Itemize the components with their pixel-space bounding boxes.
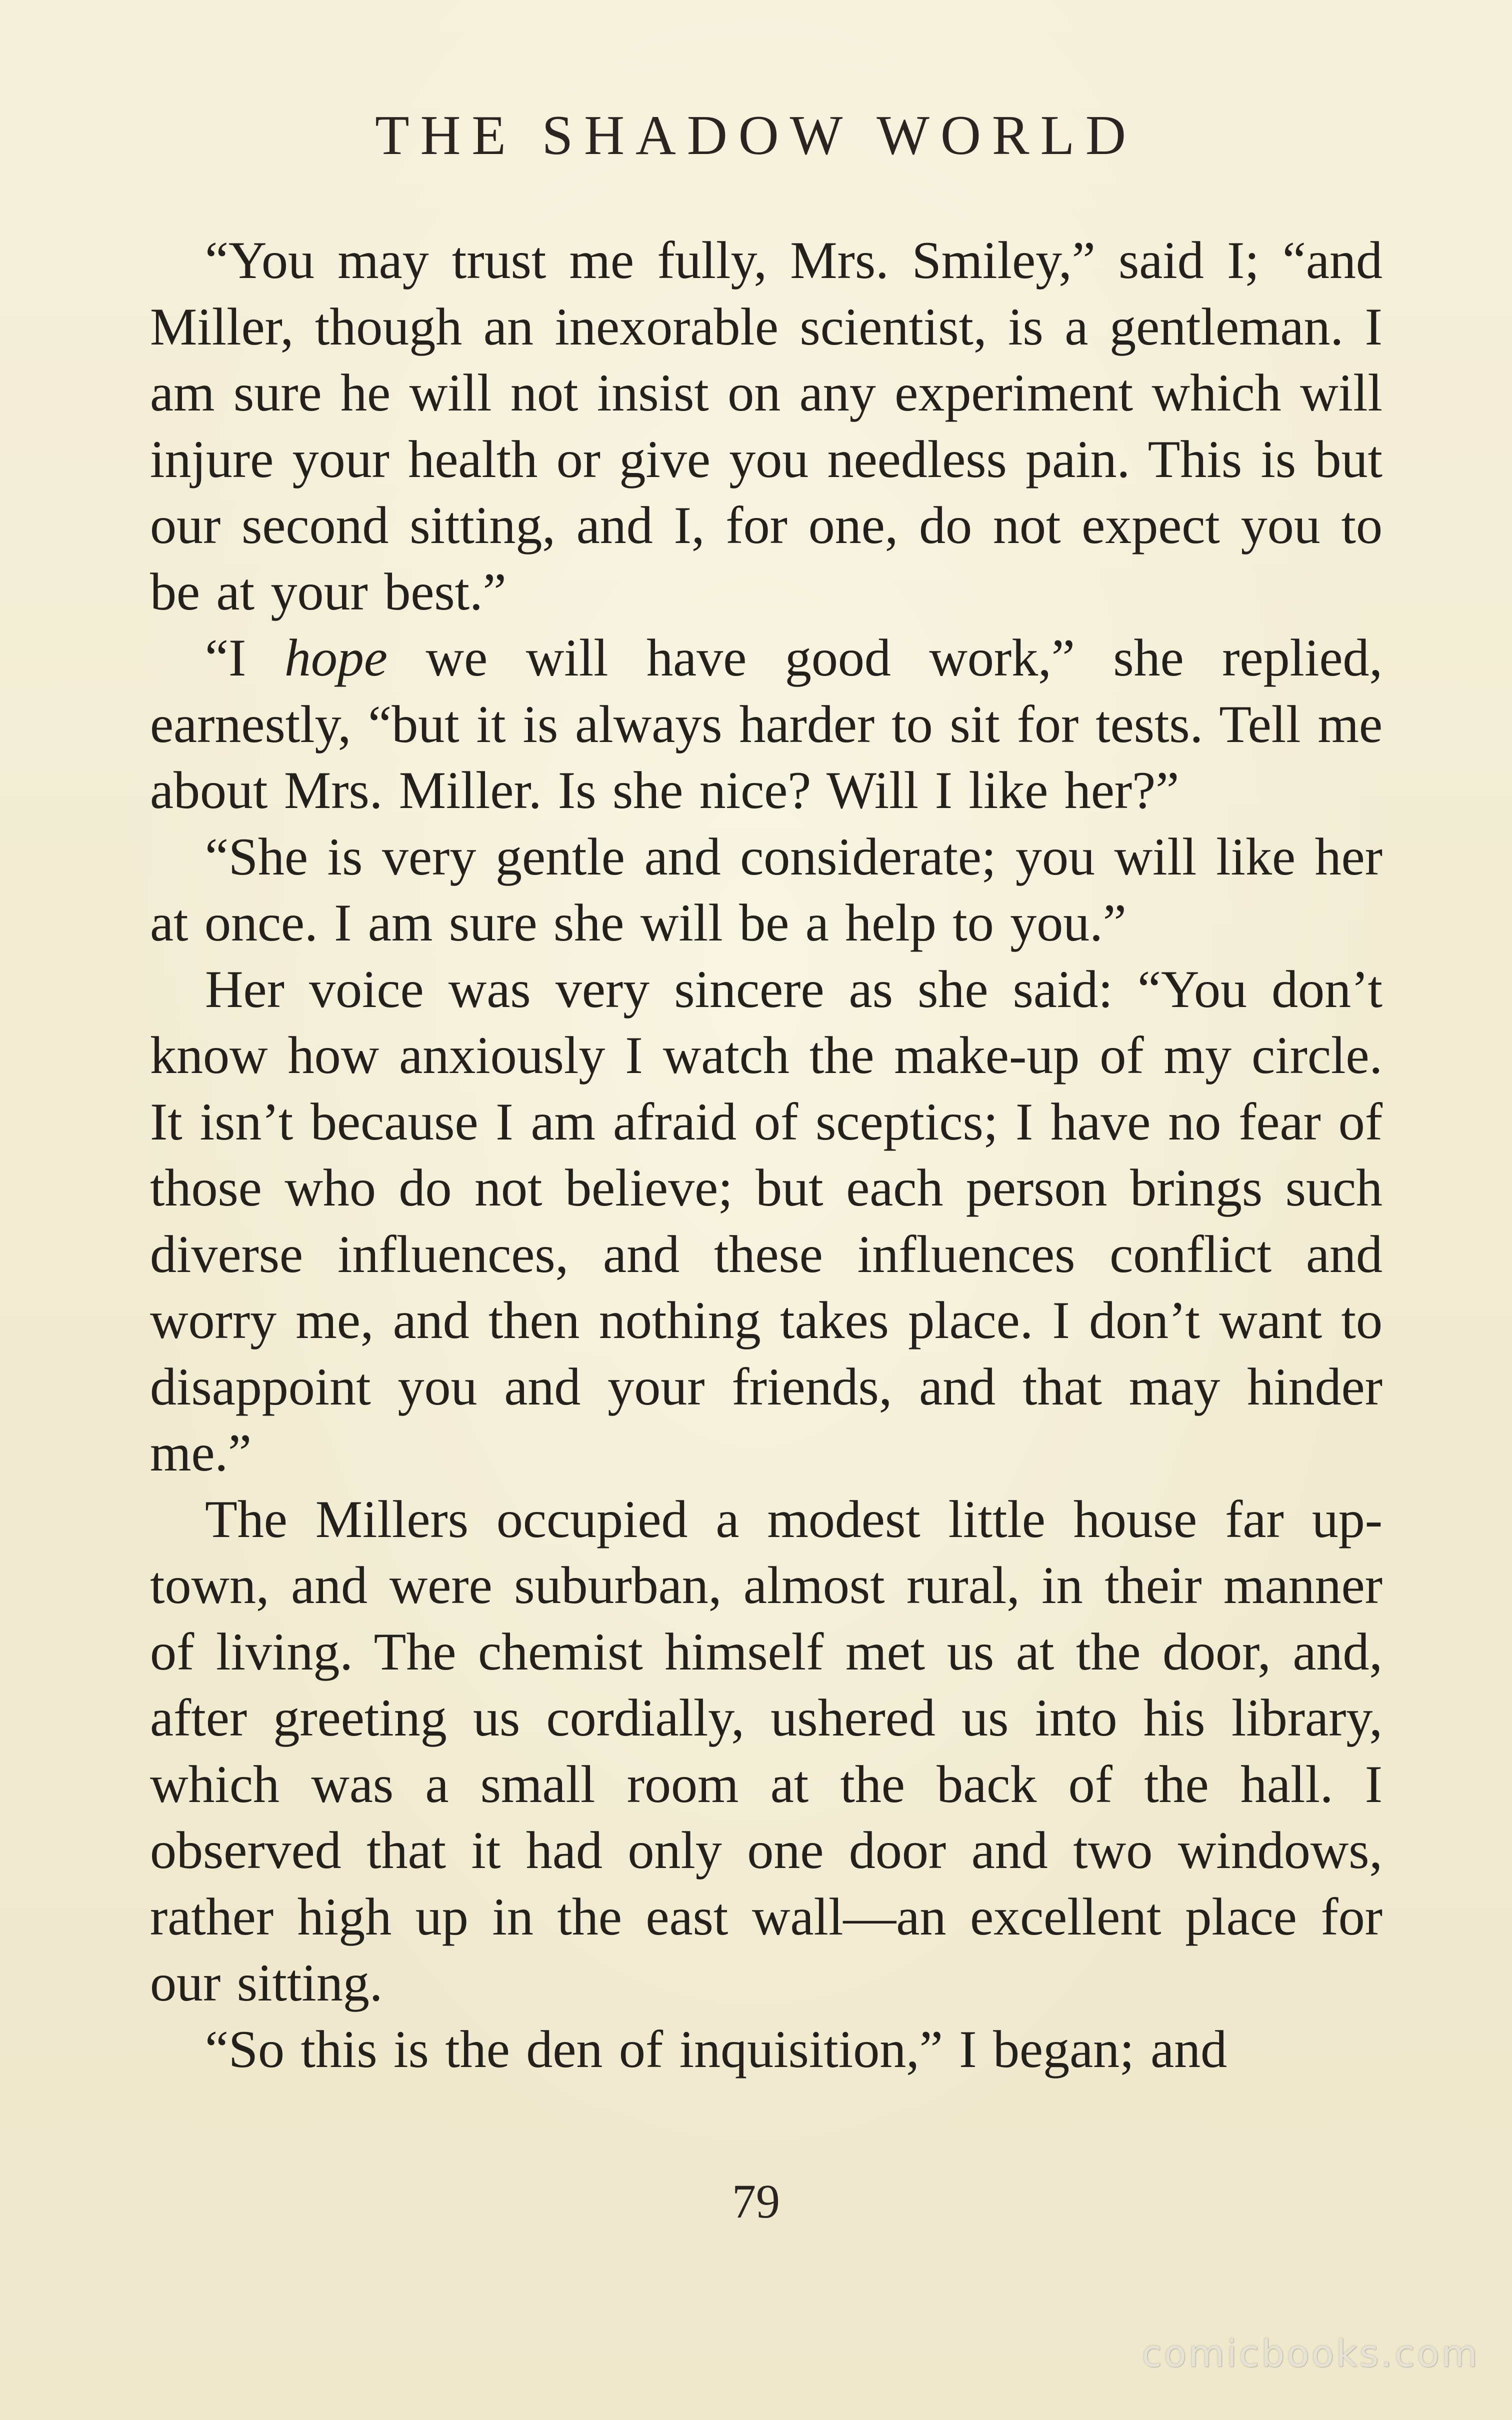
paragraph-text: “I xyxy=(205,628,284,687)
body-text xyxy=(150,228,1382,2082)
paragraph: “She is very gentle and considerate; you will like her at once. I am sure she will be a help to you.” xyxy=(150,827,1382,952)
paragraph-text: we will have good work,” she replied, earnestly, “but it is always harder to sit for tests. Tell me about Mrs. Miller. Is she nice? Will I like her?” xyxy=(150,628,1382,820)
watermark: comicbooks.com xyxy=(1142,2332,1480,2376)
paragraph: “You may trust me fully, Mrs. Smiley,” said I; “and Miller, though an inexorable scientist, is a gentleman. I am sure he will not insist on any experiment which will injure your health or give you needless pain. This is but our second sitting, and I, for one, do not expect you to be at your best.” xyxy=(150,231,1382,621)
paragraph xyxy=(150,625,1382,824)
paragraph: The Millers occupied a modest little house far up-town, and were suburban, almost rural, in their manner of living. The chemist himself met us at the door, and, after greeting us cordially, ushered us into his library, which was a small room at the back of the hall. I observed that it had only one door and two windows, rather high up in the east wall—an excellent place for our sitting. xyxy=(150,1490,1382,2012)
italic-word: hope xyxy=(284,628,388,687)
running-title: THE SHADOW WORLD xyxy=(375,104,1137,166)
paragraph: Her voice was very sincere as she said: “You don’t know how anxiously I watch the make-up of my circle. It isn’t because I am afraid of sceptics; I have no fear of those who do not believe; but each person brings such diverse influences, and these influences conflict and worry me, and then nothing takes place. I don’t want to disappoint you and your friends, and that may hinder me.” xyxy=(150,960,1382,1482)
paragraph: “So this is the den of inquisition,” I began; and xyxy=(205,2020,1228,2078)
page-number: 79 xyxy=(732,2174,780,2228)
